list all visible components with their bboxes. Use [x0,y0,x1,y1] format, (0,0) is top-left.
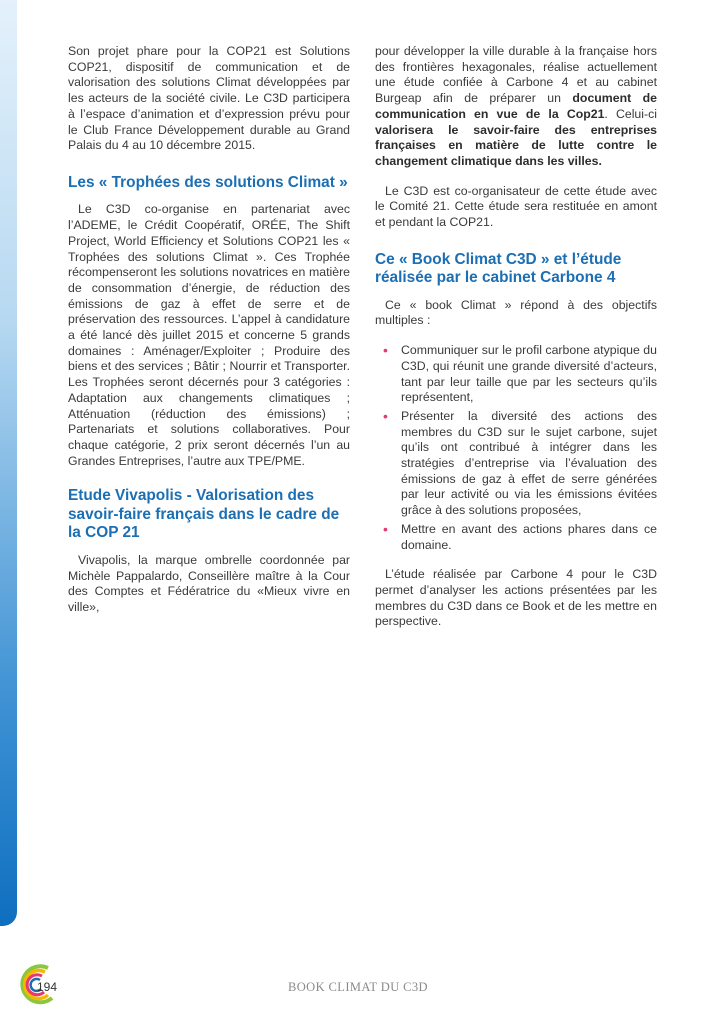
list-item [375,409,657,519]
trophees-paragraph: Le C3D co-organise en partenariat avec l’ADEME, le Crédit Coopératif, ORÉE, The Shift Project, World Efficiency et Solutions COP21 les « Trophées des solutions Climat ». Ces Trophée récompenseront les solutions novatrices en matière de consommation d’énergie, de réduction des émissions de gaz à effet de serre et de préservation des ressources. L’appel à candidature a été lancé dès juillet 2015 et concerne 5 grands domaines : Aménager/Exploiter ; Produire des biens et des services ; Bâtir ; Nourrir et Transporter. Les Trophées seront décernés pour 3 catégories : Adaptation aux changements climatiques ; Atténuation (réduction des émissions) ; Partenariats et solutions collaboratives. Pour chaque catégorie, 2 prix seront décernés l’un au Grandes Entreprises, l’autre aux TPE/PME. [68,202,350,468]
heading-trophees: Les « Trophées des solutions Climat » [68,173,348,191]
text-span: . Celui-ci [604,106,657,121]
heading-vivapolis: Etude Vivapolis - Valorisation des savoir-faire français dans le cadre de la COP 21 [68,487,340,542]
bold-text: valorisera le savoir-faire des entreprises françaises en matière de lutte contre le changement climatique dans les villes. [375,122,657,168]
intro-paragraph: Son projet phare pour la COP21 est Solutions COP21, dispositif de communication et de valorisation des solutions Climat développées par les acteurs de la société civile. Le C3D participera à l’espace d’animation et d’expression prévu pour le Club France Développement durable au Grand Palais du 4 au 10 décembre 2015. [68,44,350,153]
coorganisation-paragraph: Le C3D est co-organisateur de cette étude avec le Comité 21. Cette étude sera restituée en amont et pendant la COP21. [375,183,657,230]
bullet-icon: • [383,407,388,424]
heading-book-climat: Ce « Book Climat C3D » et l’étude réalisée par le cabinet Carbone 4 [375,250,622,287]
left-column [68,44,350,630]
list-item [375,343,657,406]
list-item-text: Communiquer sur le profil carbone atypique du C3D, qui réunit une grande diversité d’acteurs, tant par leur taille que par les secteurs qu’ils représentent, [401,343,657,405]
bullet-icon: • [383,520,388,537]
right-column [375,44,657,644]
text-span: pour développer la ville durable à la française hors des frontières hexagonales, réalise actuellement une étude confiée à Carbone 4 et au cabinet Burgeap afin de préparer un [375,44,657,106]
sidebar-band [0,0,17,926]
conclusion-paragraph: L’étude réalisée par Carbone 4 pour le C3D permet d’analyser les actions présentées par les membres du C3D dans ce Book et de les mettre en perspective. [375,567,657,629]
list-item [375,522,657,553]
objectives-intro: Ce « book Climat » répond à des objectifs multiples : [375,297,657,328]
list-item-text: Présenter la diversité des actions des membres du C3D sur le sujet carbone, sujet qu’ils ont contribué à intégrer dans les stratégies d’entreprise via l’évaluation des émissions de gaz à effet de serre générées par leur activité ou via les émissions évitées grâce à des solutions proposées, [401,408,657,518]
bold-text: document de communication en vue de la Cop21 [375,91,657,121]
vivapolis-continued-paragraph [375,44,657,170]
objectives-list [375,343,657,553]
page-number: 194 [37,980,58,994]
bullet-icon: • [383,342,388,359]
vivapolis-paragraph: Vivapolis, la marque ombrelle coordonnée par Michèle Pappalardo, Conseillère maître à la Cour des Comptes et Fédératrice du «Mieux vivre en ville», [68,552,350,614]
footer-title: BOOK CLIMAT DU C3D [288,980,428,994]
list-item-text: Mettre en avant des actions phares dans ce domaine. [401,521,657,552]
